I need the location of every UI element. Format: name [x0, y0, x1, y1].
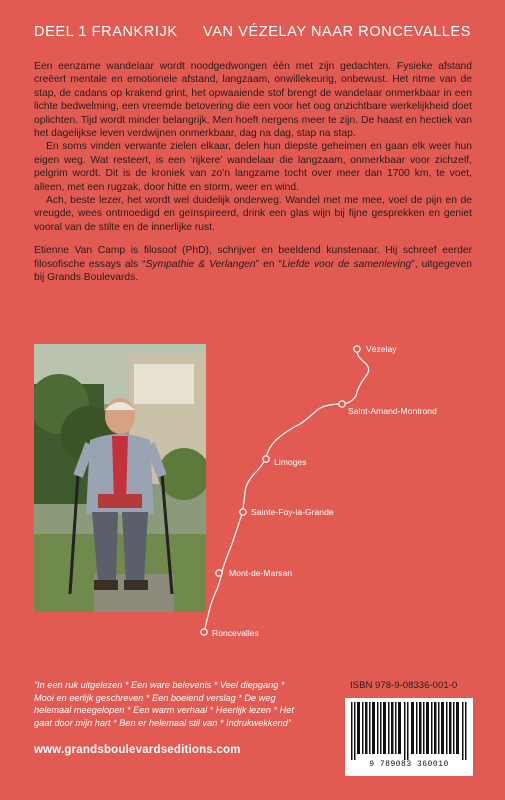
route-label-limoges: Limoges	[274, 457, 307, 467]
route-label-sainte-foy-la-grande: Sainte-Foy-la-Grande	[251, 507, 334, 517]
author-photo-illustration	[34, 344, 206, 612]
route-label-vezelay: Vézelay	[366, 344, 397, 354]
route-label-roncevalles: Roncevalles	[212, 628, 259, 638]
route-stop-vezelay	[354, 346, 360, 352]
review-quotes: “In een ruk uitgelezen * Een ware belevenis * Veel diepgang * Mooi en eerlijk geschreven * Een boeiend verslag * De weg helemaal meegelopen * Een warm verhaal * Heerlijk lezen * Het gaat door mijn hart * Ben er helemaal stil van * Indrukwekkend”	[34, 680, 294, 728]
route-label-saint-amand-montrond: Saint-Amand-Montrond	[348, 406, 437, 416]
blurb-text	[34, 60, 472, 285]
route-stop-mont-de-marsan	[216, 570, 222, 576]
author-bio: Etienne Van Camp is filosoof (PhD), schrijver en beeldend kunstenaar. Hij schreef eerder filosofische essays als “Sympathie & Verlangen” en “Liefde voor de samenleving”, uitgegeven bij Grands Boulevards.	[34, 245, 472, 284]
book-title-1: Sympathie & Verlangen	[145, 258, 256, 270]
book-title-2: Liefde voor de samenleving	[281, 258, 412, 270]
publisher-website[interactable]: www.grandsboulevardseditions.com	[34, 744, 241, 756]
route-title: VAN VÉZELAY NAAR RONCEVALLES	[203, 24, 471, 40]
route-label-mont-de-marsan: Mont-de-Marsan	[229, 568, 293, 578]
route-stop-saint-amand-montrond	[339, 401, 345, 407]
blurb-paragraph-2: En soms vinden verwante zielen elkaar, delen hun diepste geheimen en gaan elk weer hun eigen weg. Wat resteert, is een ‘rijkere’ wandelaar die langzaam, onmerkbaar voor zichzelf, pelgrim wordt. Dit is de kroniek van zo’n langzame tocht over meer dan 1700 km, te voet, alleen, met een rugzak, door hitte en storm, weer en wind.	[34, 141, 472, 193]
author-photo	[34, 344, 206, 612]
cover-header	[34, 24, 471, 40]
route-line	[204, 349, 369, 632]
route-stop-limoges	[263, 456, 269, 462]
isbn-number: ISBN 978-9-08336-001-0	[350, 680, 458, 691]
barcode-bars	[345, 698, 473, 762]
blurb-paragraph-1: Een eenzame wandelaar wordt noodgedwongen één met zijn gedachten. Fysieke afstand creëert mentale en emotionele afstand, langzaam, onwillekeurig, onbewust. Het ritme van de stap, de cadans op krakend grint, het opwaaiende stof brengt de wandelaar onmerkbaar in een lichte bedwelming, een vreemde betovering die een voor het oog onzichtbare werkelijkheid doet oplichten. Tijd wordt minder belangrijk. Men hoeft nergens meer te zijn. De haast en hectiek van het dagelijkse leven verdwijnen onmerkbaar, dag na dag, stap na stap.	[34, 61, 472, 140]
barcode-digits: 9 789083 360010	[345, 760, 473, 769]
route-stop-sainte-foy-la-grande	[240, 509, 246, 515]
volume-title: DEEL 1 FRANKRIJK	[34, 24, 178, 40]
route-stop-roncevalles	[201, 629, 207, 635]
blurb-paragraph-3: Ach, beste lezer, het wordt wel duidelijk onderweg. Wandel met me mee, voel de pijn en de vreugde, wees ontmoedigd en geïnspireerd, drink een glas wijn bij fijne gesprekken en geniet vooral van de stilte en de innerlijke rust.	[34, 195, 472, 233]
